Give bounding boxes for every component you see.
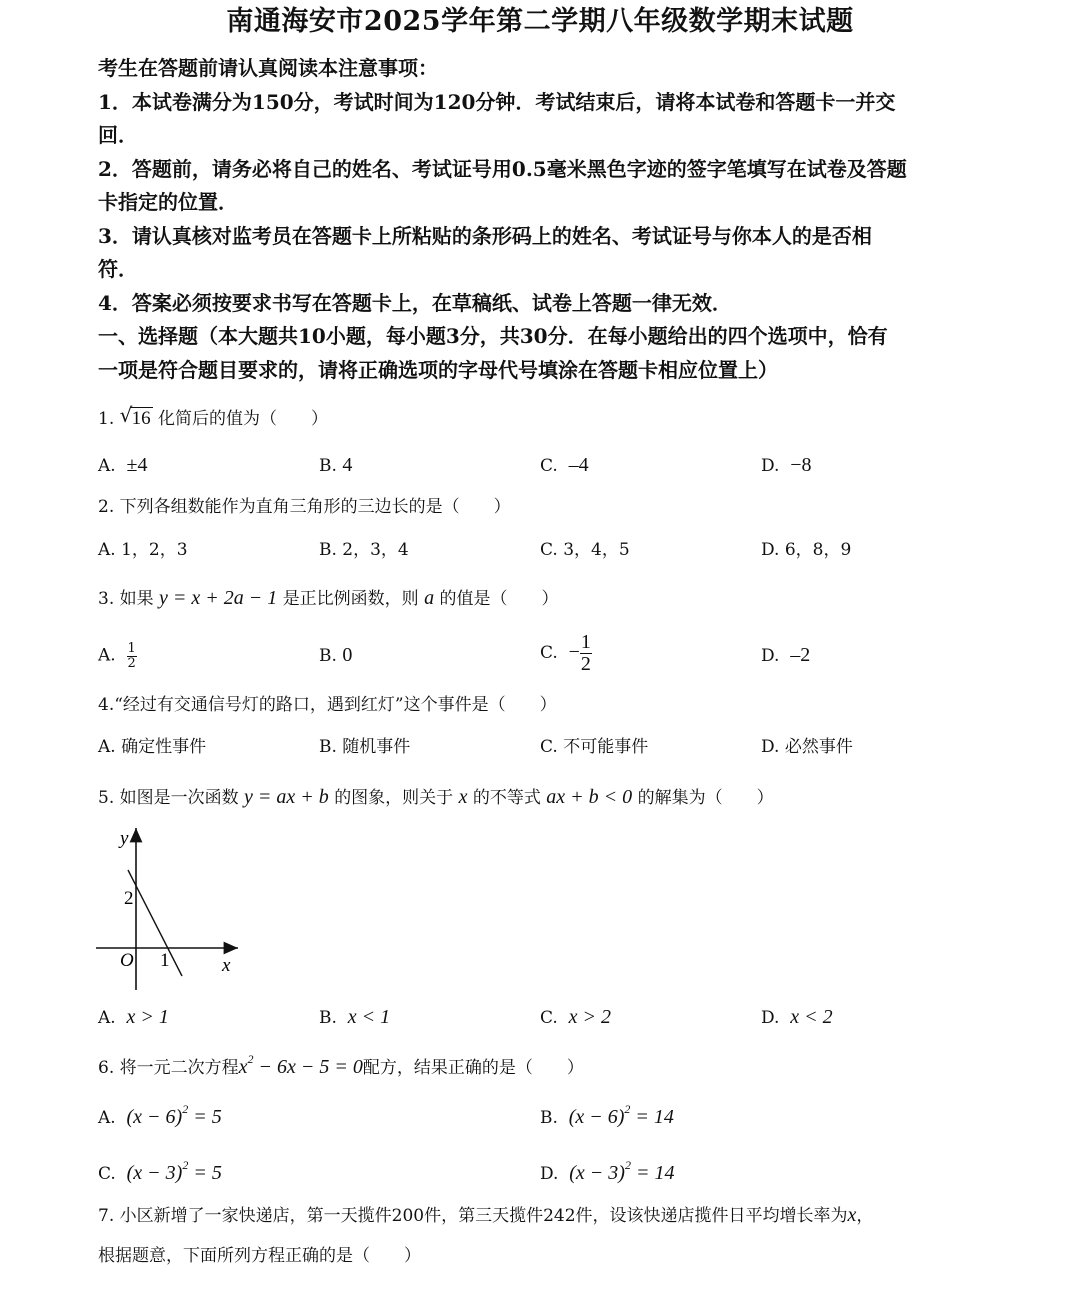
equation: y = ax + b	[244, 786, 329, 808]
y-axis-label: y	[120, 828, 129, 849]
notice-block	[98, 52, 988, 320]
question-text: 是正比例函数，则	[282, 589, 419, 609]
option-b[interactable]: B. 0	[319, 644, 353, 666]
notice-line: 1．本试卷满分为150分，考试时间为120分钟．考试结束后，请将本试卷和答题卡一并交	[98, 89, 896, 114]
option-d[interactable]: D. 必然事件	[761, 737, 853, 757]
option-d[interactable]: D. x < 2	[761, 1006, 833, 1028]
equation: $x^2 - 6x - 5 = 0$	[238, 1052, 363, 1078]
section-line: 一、选择题（本大题共10小题，每小题3分，共30分．在每小题给出的四个选项中，恰有	[98, 324, 888, 348]
notice-line: 卡指定的位置．	[98, 190, 238, 214]
option-d[interactable]: D. $(x - 3)^2 = 14$	[540, 1158, 675, 1184]
question-text: 配方，结果正确的是（ ）	[362, 1058, 584, 1078]
y-intercept-label: 2	[124, 888, 134, 909]
question-7-line2: 根据题意，下面所列方程正确的是（ ）	[98, 1246, 421, 1266]
question-text: 5. 如图是一次函数	[98, 788, 239, 808]
variable: a	[424, 587, 435, 609]
question-number: 1.	[98, 409, 115, 429]
option-c[interactable]: C. $(x - 3)^2 = 5$	[98, 1158, 222, 1184]
question-text: 的不等式	[472, 788, 541, 808]
question-6	[98, 1046, 584, 1081]
option-a[interactable]: A. 确定性事件	[98, 737, 207, 757]
notice-line: 3．请认真核对监考员在答题卡上所粘贴的条形码上的姓名、考试证号与你本人的是否相	[98, 223, 872, 248]
radical-sign-icon: √	[119, 403, 133, 427]
notice-line: 回．	[98, 123, 138, 147]
question-text: 化简后的值为（ ）	[158, 409, 329, 429]
radicand: 16	[131, 408, 151, 429]
inequality: ax + b < 0	[546, 786, 633, 808]
question-3	[98, 585, 559, 612]
notice-line: 2．答题前，请务必将自己的姓名、考试证号用0.5毫米黑色字迹的签字笔填写在试卷及答题	[98, 156, 907, 181]
option-a[interactable]: A. 1，2，3	[98, 540, 188, 560]
origin-label: O	[120, 950, 134, 971]
option-d[interactable]: D. –2	[761, 644, 811, 666]
option-c[interactable]: C. 3，4，5	[540, 540, 630, 560]
question-text: 6. 将一元二次方程	[98, 1058, 239, 1078]
variable: x	[458, 786, 468, 808]
question-1	[98, 403, 329, 432]
x-axis-label: x	[222, 955, 231, 976]
option-a[interactable]: A. x > 1	[98, 1006, 169, 1028]
question-5	[98, 784, 774, 811]
linear-function-graph	[92, 824, 252, 994]
variable: x	[847, 1204, 857, 1226]
notice-line: 符．	[98, 257, 138, 281]
section-line: 一项是符合题目要求的，请将正确选项的字母代号填涂在答题卡相应位置上）	[98, 357, 778, 382]
section-header	[98, 320, 988, 387]
question-text: 的图象，则关于	[334, 788, 454, 808]
x-intercept-label: 1	[160, 950, 170, 971]
question-2: 2. 下列各组数能作为直角三角形的三边长的是（ ）	[98, 497, 511, 517]
option-b[interactable]: B. 4	[319, 454, 353, 476]
option-c[interactable]: C. –4	[540, 454, 589, 476]
equation: y = x + 2a − 1	[159, 587, 278, 609]
option-b[interactable]: B. $(x - 6)^2 = 14$	[540, 1102, 674, 1128]
question-text: 7. 小区新增了一家快递店，第一天揽件200件，第三天揽件242件，设该快递店揽件日平均增长率为	[98, 1206, 848, 1226]
notice-heading: 考生在答题前请认真阅读本注意事项：	[98, 56, 438, 80]
question-text: 的值是（ ）	[439, 589, 559, 609]
page-title: 南通海安市2025学年第二学期八年级数学期末试题	[226, 6, 854, 37]
question-text: 的解集为（ ）	[637, 788, 774, 808]
option-b[interactable]: B. 2，3，4	[319, 540, 409, 560]
option-b[interactable]: B. x < 1	[319, 1006, 391, 1028]
sqrt-expression	[119, 403, 153, 432]
question-3-options	[98, 630, 998, 684]
option-a[interactable]: A. ±4	[98, 454, 148, 476]
question-text: 3. 如果	[98, 589, 154, 609]
question-7-line1: 7. 小区新增了一家快递店，第一天揽件200件，第三天揽件242件，设该快递店揽件日平均增长率为x，	[98, 1204, 874, 1226]
option-a[interactable]: A. $(x - 6)^2 = 5$	[98, 1102, 222, 1128]
option-a[interactable]: A. $\frac{1}{2}$	[98, 641, 136, 671]
option-c[interactable]: C. − $\frac{1}{2}$	[540, 631, 591, 675]
option-d[interactable]: D. −8	[761, 454, 812, 476]
notice-line: 4．答案必须按要求书写在答题卡上，在草稿纸、试卷上答题一律无效．	[98, 290, 732, 315]
option-c[interactable]: C. x > 2	[540, 1006, 611, 1028]
question-4: 4.“经过有交通信号灯的路口，遇到红灯”这个事件是（ ）	[98, 695, 557, 715]
option-b[interactable]: B. 随机事件	[319, 737, 411, 757]
fraction: $\frac{1}{2}$	[127, 641, 136, 671]
option-c[interactable]: C. 不可能事件	[540, 737, 649, 757]
option-d[interactable]: D. 6，8，9	[761, 540, 852, 560]
fraction: $\frac{1}{2}$	[580, 631, 591, 675]
